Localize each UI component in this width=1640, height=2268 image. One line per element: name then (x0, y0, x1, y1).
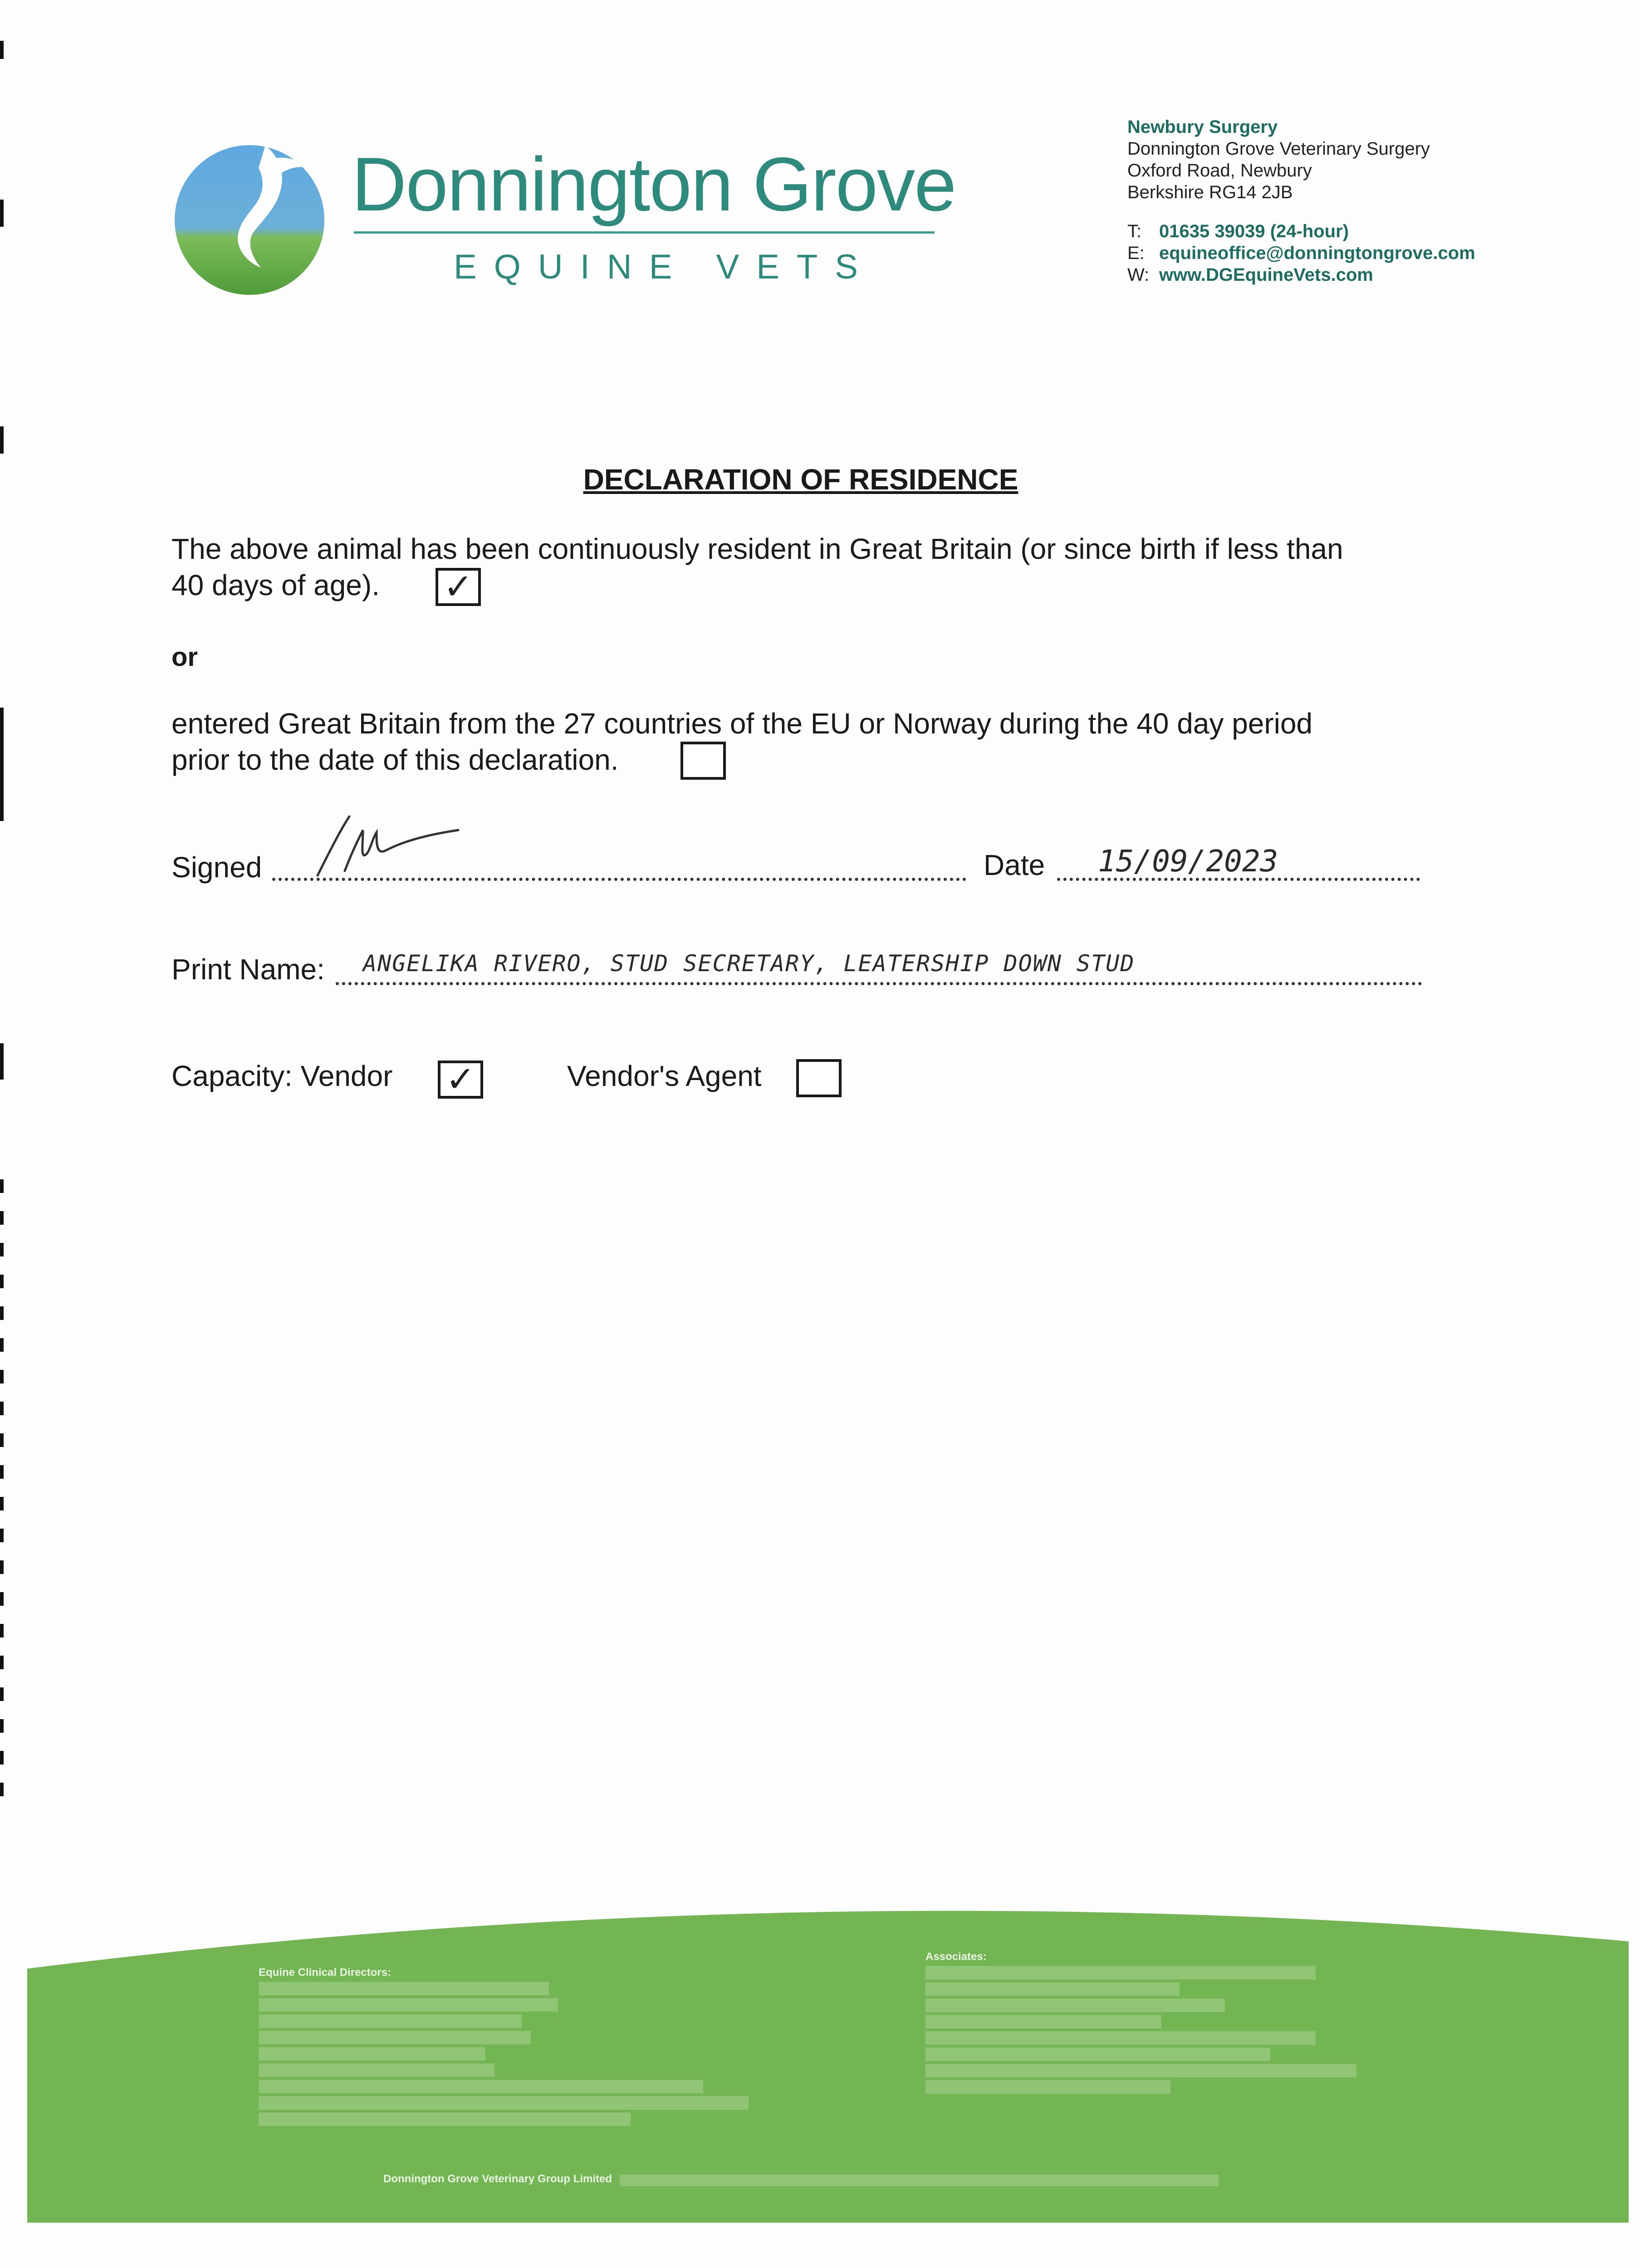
footer-associates (925, 1950, 1379, 2097)
check-icon: ✓ (445, 1059, 475, 1100)
brand-divider (354, 231, 935, 234)
footer-company-info (383, 2173, 1219, 2186)
scan-edge-mark (0, 41, 4, 59)
directors-list (259, 1982, 803, 2126)
address-line: Berkshire RG14 2JB (1127, 182, 1293, 202)
scan-edge-mark (0, 1179, 4, 1814)
contact-website[interactable]: W: www.DGEquineVets.com (1127, 265, 1373, 285)
entered-gb-checkbox[interactable] (680, 742, 726, 780)
print-name-line (336, 982, 1422, 985)
surgery-name: Newbury Surgery (1127, 117, 1278, 137)
date-label: Date (984, 849, 1045, 881)
date-value[interactable]: 15/09/2023 (1098, 844, 1278, 879)
statement-1-line-2: 40 days of age). (171, 569, 380, 601)
page-title: DECLARATION OF RESIDENCE (583, 463, 1018, 496)
resident-checkbox[interactable] (436, 568, 481, 606)
horse-head-logo-icon (172, 141, 327, 299)
vendors-agent-label: Vendor's Agent (567, 1060, 762, 1092)
scan-edge-mark (0, 708, 4, 821)
signature-icon[interactable] (308, 812, 535, 880)
or-label: or (171, 642, 198, 672)
print-name-label: Print Name: (171, 953, 325, 986)
directors-heading: Equine Clinical Directors: (259, 1966, 392, 1979)
contact-phone: T: 01635 39039 (24-hour) (1127, 221, 1349, 241)
statement-2-line-2: prior to the date of this declaration. (171, 743, 619, 776)
associates-heading: Associates: (925, 1950, 987, 1963)
brand-name: Donnington Grove (352, 142, 956, 227)
company-name: Donnington Grove Veterinary Group Limited (383, 2173, 612, 2185)
print-name-value[interactable]: ANGELIKA RIVERO, STUD SECRETARY, LEATERSHIP DOWN STUD (363, 950, 1135, 977)
statement-2-line-1: entered Great Britain from the 27 countries of the EU or Norway during the 40 day period (171, 707, 1313, 740)
statement-1-line-1: The above animal has been continuously resident in Great Britain (or since birth if less than (171, 533, 1343, 565)
address-line: Oxford Road, Newbury (1127, 161, 1312, 181)
address-line: Donnington Grove Veterinary Surgery (1127, 139, 1430, 159)
brand-tagline: EQUINE VETS (454, 248, 875, 286)
company-registration-text (620, 2175, 1219, 2186)
check-icon: ✓ (443, 567, 473, 607)
vendors-agent-checkbox[interactable] (796, 1059, 842, 1097)
scan-edge-mark (0, 200, 4, 227)
signed-label: Signed (171, 851, 262, 884)
scan-edge-mark (0, 1043, 4, 1080)
vendor-checkbox[interactable] (438, 1061, 483, 1099)
capacity-vendor-label: Capacity: Vendor (171, 1060, 393, 1092)
footer-directors (259, 1966, 803, 2129)
contact-email[interactable]: E: equineoffice@donningtongrove.com (1127, 243, 1475, 263)
scan-edge-mark (0, 426, 4, 454)
associates-list (925, 1966, 1379, 2094)
